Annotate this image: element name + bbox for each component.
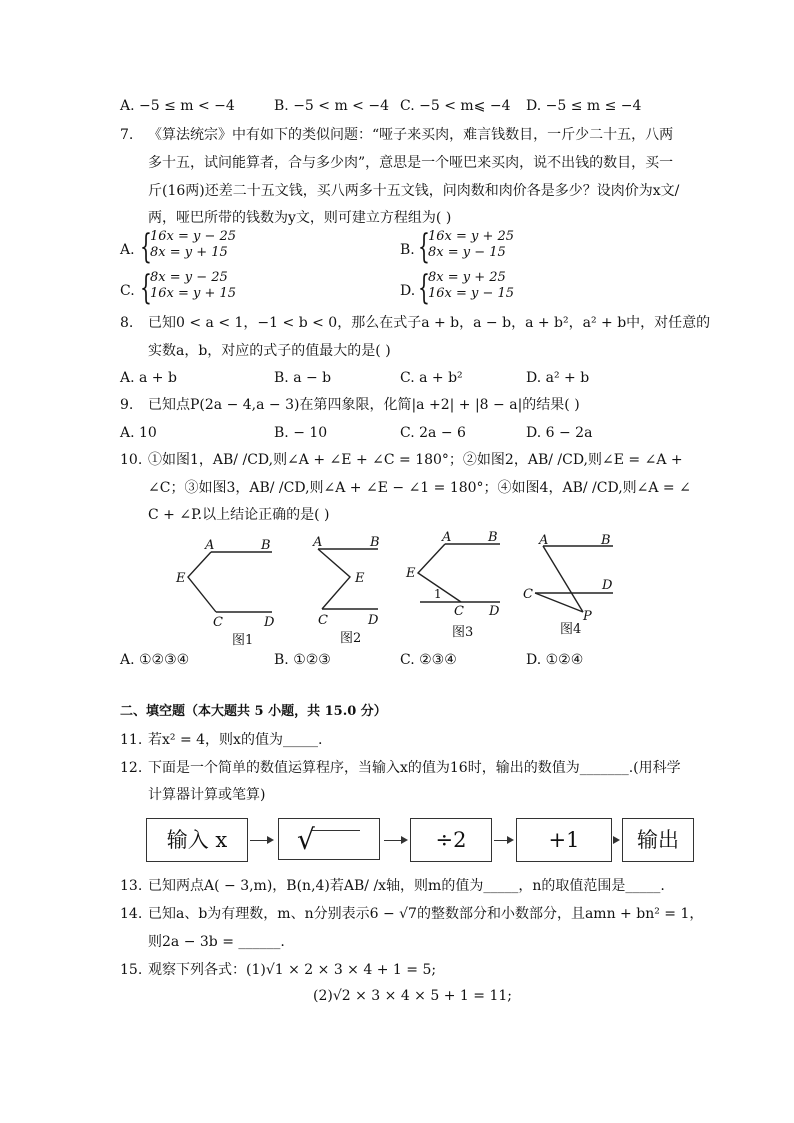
fig4-label-a: A [539, 533, 549, 548]
fig4-label-d: D [602, 578, 613, 593]
q11-number: 11. [120, 732, 143, 748]
q7-option-b-eq2: 8x = y − 15 [428, 245, 506, 260]
q7-option-c-eq1: 8x = y − 25 [150, 270, 228, 285]
q9-line: 已知点P(2a − 4,a − 3)在第四象限，化简|a +2| + |8 − a|的结果( ) [148, 397, 580, 413]
arrow-right-icon [494, 840, 512, 841]
q7-option-a-eq1: 16x = y − 25 [150, 229, 237, 244]
fig2-label-a: A [313, 535, 323, 550]
q7-option-a-eq2: 8x = y + 15 [150, 245, 228, 260]
left-brace-icon: { [140, 268, 152, 308]
q8-option-c: C. a + b² [400, 370, 463, 386]
flow-sqrt-box: √ [278, 818, 380, 860]
fig3-label-a: A [442, 530, 452, 545]
fig3-caption: 图3 [452, 625, 474, 640]
q7-option-d-eq1: 8x = y + 25 [428, 270, 506, 285]
q12-line-2: 计算器计算或笔算) [148, 787, 266, 803]
left-brace-icon: { [418, 268, 430, 308]
fig1-label-b: B [261, 538, 271, 553]
fig2-label-e: E [355, 571, 365, 586]
fig4-label-p: P [583, 609, 592, 624]
q12-number: 12. [120, 760, 143, 776]
arrow-right-icon [614, 840, 618, 841]
q6-option-c: C. −5 < m⩽ −4 [400, 98, 511, 114]
figure-2-lines [318, 549, 378, 609]
fig3-label-1: 1 [434, 587, 442, 601]
q8-line-1: 已知0 < a < 1，−1 < b < 0，那么在式子a + b，a − b，a + b²，a² + b中，对任意的 [148, 315, 711, 331]
fig1-label-e: E [176, 571, 186, 586]
q8-option-a: A. a + b [120, 370, 177, 386]
q7-line-1: 《算法统宗》中有如下的类似问题：“哑子来买肉，难言钱数目，一斤少二十五，八两 [148, 127, 674, 143]
q7-option-b-eq1: 16x = y + 25 [428, 229, 515, 244]
q10-option-d: D. ①②④ [526, 652, 584, 668]
fig3-label-d: D [489, 604, 500, 619]
fig4-caption: 图4 [560, 622, 582, 637]
q9-option-b: B. − 10 [274, 425, 328, 441]
q10-line-3: C + ∠P.以上结论正确的是( ) [148, 507, 330, 523]
fig4-label-c: C [523, 587, 533, 602]
fig1-label-c: C [213, 615, 223, 630]
section-2-title: 二、填空题（本大题共 5 小题，共 15.0 分） [120, 704, 387, 719]
q14-line-2: 则2a − 3b = ______. [148, 934, 285, 950]
q7-line-3: 斤(16两)还差二十五文钱，买八两多十五文钱，问肉数和肉价各是多少？设肉价为x文/ [148, 183, 680, 199]
fig2-label-c: C [318, 613, 328, 628]
q6-option-d: D. −5 ≤ m ≤ −4 [526, 98, 642, 114]
flow-input-box: 输入 x [146, 818, 248, 862]
q7-option-d-label: D. [400, 283, 416, 299]
q11-line: 若x² = 4，则x的值为_____. [148, 732, 323, 748]
q9-option-d: D. 6 − 2a [526, 425, 593, 441]
q10-option-c: C. ②③④ [400, 652, 457, 668]
q9-number: 9. [120, 397, 134, 413]
q13-line: 已知两点A( − 3,m)，B(n,4)若AB/ /x轴，则m的值为_____，n的取值范围是_____. [148, 878, 665, 894]
q7-option-c-label: C. [120, 283, 135, 299]
fig3-label-c: C [454, 604, 464, 619]
q6-option-a: A. −5 ≤ m < −4 [120, 98, 235, 114]
q14-line-1: 已知a、b为有理数，m、n分别表示6 − √7的整数部分和小数部分，且amn + bn² = 1， [148, 906, 704, 922]
q8-number: 8. [120, 315, 134, 331]
figure-1-lines [188, 552, 272, 612]
q13-number: 13. [120, 878, 143, 894]
fig1-label-a: A [205, 538, 215, 553]
q10-number: 10. [120, 452, 143, 468]
flow-plus-box: +1 [516, 818, 612, 862]
figure-3-lines [418, 544, 500, 602]
fig1-label-d: D [264, 615, 275, 630]
q8-option-d: D. a² + b [526, 370, 590, 386]
q8-option-b: B. a − b [274, 370, 332, 386]
q7-option-d-eq2: 16x = y − 15 [428, 286, 515, 301]
flow-divide-box: ÷2 [410, 818, 492, 862]
arrow-right-icon [250, 840, 272, 841]
q7-option-b-label: B. [400, 242, 415, 258]
q7-line-2: 多十五，试问能算者，合与多少肉”，意思是一个哑巴来买肉，说不出钱的数目，买一 [148, 155, 674, 171]
q8-line-2: 实数a，b，对应的式子的值最大的是( ) [148, 343, 391, 359]
fig3-label-b: B [488, 530, 498, 545]
fig2-caption: 图2 [340, 631, 362, 646]
fig2-label-d: D [368, 613, 379, 628]
q7-number: 7. [120, 127, 134, 143]
q10-line-1: ①如图1，AB/ /CD,则∠A + ∠E + ∠C = 180°；②如图2，AB/ /CD,则∠E = ∠A + [148, 452, 683, 468]
q15-line-1: 观察下列各式：(1)√1 × 2 × 3 × 4 + 1 = 5; [148, 962, 437, 978]
q10-option-a: A. ①②③④ [120, 652, 190, 668]
q9-option-a: A. 10 [120, 425, 157, 441]
q7-option-c-eq2: 16x = y + 15 [150, 286, 237, 301]
left-brace-icon: { [418, 227, 430, 267]
fig1-caption: 图1 [232, 633, 254, 648]
q7-line-4: 两，哑巴所带的钱数为y文，则可建立方程组为( ) [148, 210, 452, 226]
fig3-label-e: E [406, 566, 416, 581]
left-brace-icon: { [140, 227, 152, 267]
q10-option-b: B. ①②③ [274, 652, 331, 668]
q15-number: 15. [120, 962, 143, 978]
q15-line-2: (2)√2 × 3 × 4 × 5 + 1 = 11; [313, 988, 512, 1004]
flow-output-box: 输出 [622, 818, 694, 862]
q12-line-1: 下面是一个简单的数值运算程序，当输入x的值为16时，输出的数值为_______.(用科学 [148, 760, 681, 776]
q9-option-c: C. 2a − 6 [400, 425, 466, 441]
q10-line-2: ∠C；③如图3，AB/ /CD,则∠A + ∠E − ∠1 = 180°；④如图4，AB/ /CD,则∠A = ∠ [148, 480, 691, 496]
sqrt-bar [312, 830, 360, 831]
q14-number: 14. [120, 906, 143, 922]
q6-option-b: B. −5 < m < −4 [274, 98, 390, 114]
arrow-right-icon [384, 840, 406, 841]
fig2-label-b: B [370, 535, 380, 550]
fig4-label-b: B [601, 533, 611, 548]
q7-option-a-label: A. [120, 242, 135, 258]
